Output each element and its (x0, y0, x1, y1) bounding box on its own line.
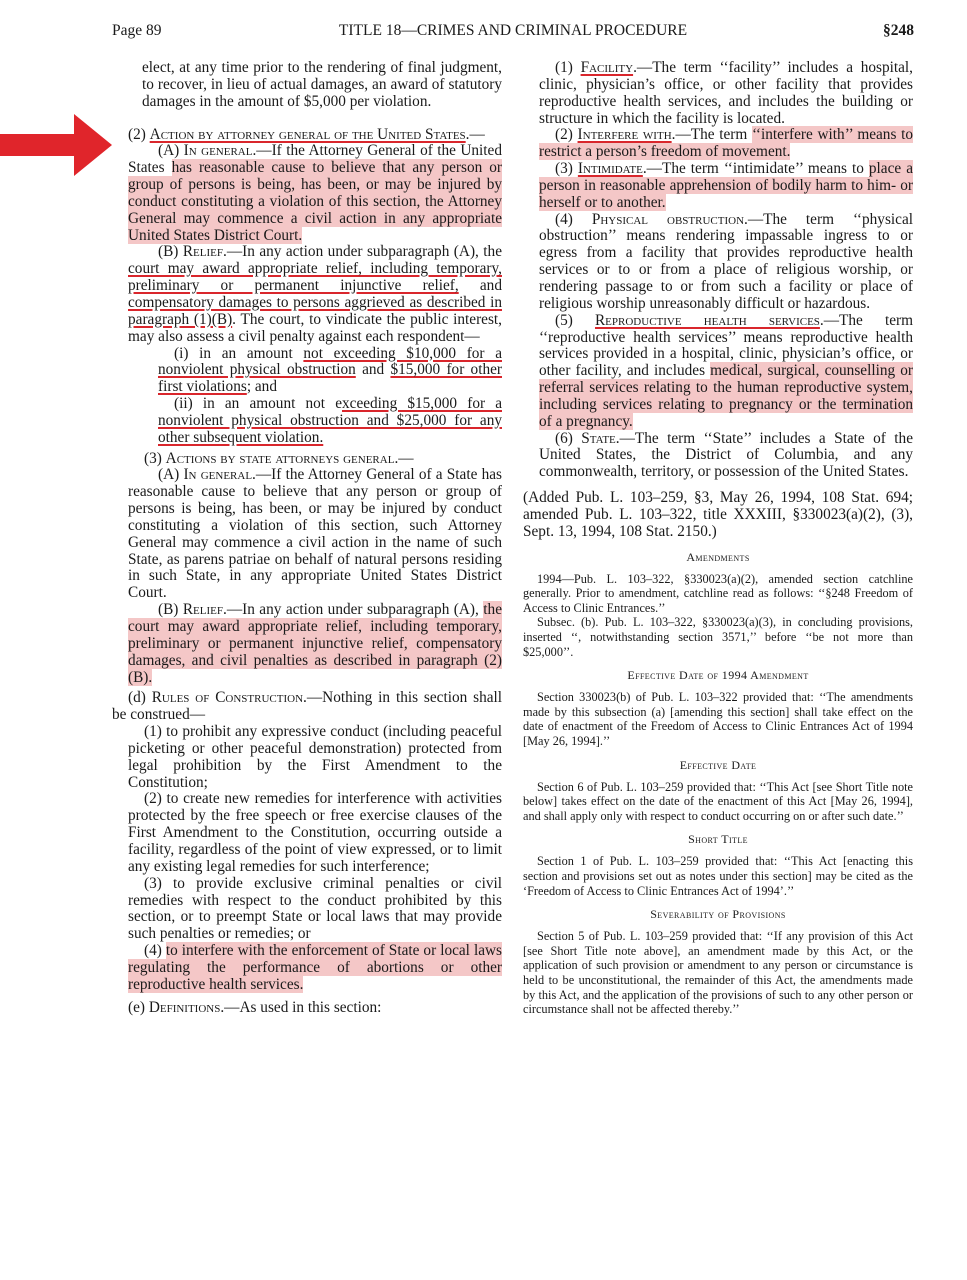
source-credit: (Added Pub. L. 103–259, §3, May 26, 1994, 108 Stat. 694; amended Pub. L. 103–322, title XXXIII, §330023(a)(2), (3), Sept. 13, 1994, 108 Stat. 2150.) (523, 489, 913, 540)
notes-section (523, 550, 913, 1017)
paragraph-d1: (1) to prohibit any expressive conduct (including peaceful picketing or other peaceful demonstration) protected from legal prohibition by the First Amendment to the Constitution; (128, 723, 502, 791)
highlight-intimidate: place a person in reasonable apprehension of bodily harm to him- or herself or to another. (539, 160, 913, 211)
notes-heading-effective-date: Effective Date (679, 757, 757, 772)
underline-clause-ii: xceeding $15,000 for a nonviolent physical obstruction and $25,000 for any other subsequent violation. (158, 395, 502, 446)
note-effective-date: Section 6 of Pub. L. 103–259 provided that: ‘‘This Act [see Short Title note below] takes effect on the date of the enactment of this Act [May 26, 1994], and shall apply only with respect to conduct occurring on or after such date.’’ (523, 779, 913, 823)
page-number: Page 89 (112, 22, 162, 39)
highlight-reproductive: medical, surgical, counselling or referral services relating to the human reproductive system, including services relating to pregnancy or the termination of a pregnancy. (539, 362, 913, 430)
paragraph-d2: (2) to create new remedies for interference with activities protected by the free speech or free exercise clauses of the First Amendment to the Constitution, occurring outside a facility, regardless of the point of view expressed, or to limit any existing legal remedies for such interference; (128, 790, 502, 875)
note-effective-1994: Section 330023(b) of Pub. L. 103–322 provided that: ‘‘The amendments made by this subsection (a) [amending this section] shall take effect on the date of enactment of the Freedom of Access to Clinic Entrances Act of 1994 [May 26, 1994].’’ (523, 690, 913, 748)
subsection-d: (d) Rules of Construction.—Nothing in this section shall be construed— (112, 689, 503, 724)
notes-heading-short-title: Short Title (688, 832, 748, 847)
section-number: §248 (883, 22, 914, 39)
definition-physical-obstruction: (4) Physical obstruction.—The term ‘‘physical obstruction’’ means rendering impassable ingress to or egress from a facility that provides reproductive health services or to or from a place of religious worship, or rendering passage to or from such a facility or place of religious worship unreasonably difficult or hazardous. (539, 210, 913, 312)
notes-heading-effective-1994: Effective Date of 1994 Amendment (627, 668, 809, 683)
paragraph-2-title: Action by attorney general of the United States (149, 125, 466, 143)
clause-ii: (ii) in an amount not exceeding $15,000 for a nonviolent physical obstruction and $25,000 for any other subsequent violation. (158, 395, 502, 446)
left-column (112, 60, 502, 1016)
right-column (523, 60, 913, 1017)
definition-reproductive-health-services: (5) Reproductive health services.—The term ‘‘reproductive health services’’ means reproductive health services provided in a hospital, clinic, physician’s office, or other facility, and includes medical, surgical, counselling or referral services relating to the human reproductive system, including services relating to pregnancy or the termination of a pregnancy. (539, 311, 913, 430)
paragraph-d3: (3) to provide exclusive criminal penalties or civil remedies with respect to the conduct prohibited by this section, or to preempt State or local laws that may provide such penalties or remedies; or (128, 874, 502, 943)
note-amendment-1994: 1994—Pub. L. 103–322, §330023(a)(2), amended section catchline generally. Prior to amendment, catchline read as follows: ‘‘§248 Freedom of Access to Clinic Entrances.’’ (523, 571, 913, 615)
underline-damages: compensatory damages to persons aggrieved as described in paragraph (1)(B) (128, 293, 502, 328)
notes-heading-severability: Severability of Provisions (650, 907, 786, 922)
subparagraph-3b: (B) Relief.—In any action under subparagraph (A), the court may award appropriate relief, including temporary, preliminary or permanent injunctive relief, compensatory damages, and civil penalties as described in paragraph (2)(B). (128, 601, 502, 686)
paragraph-d4: (4) to interfere with the enforcement of State or local laws regulating the performance of abortions or other reproductive health services. (128, 942, 502, 993)
definition-interfere-with: (2) Interfere with.—The term ‘‘interfere with’’ means to restrict a person’s freedom of movement. (539, 126, 913, 161)
clause-i: (i) in an amount not exceeding $10,000 for a nonviolent physical obstruction and $15,000 for other first violations; and (158, 344, 502, 396)
paragraph-2-heading: (2) Action by attorney general of the United States.— (128, 125, 485, 143)
subsection-e: (e) Definitions.—As used in this section: (128, 998, 382, 1016)
definition-state: (6) State.—The term ‘‘State’’ includes a State of the United States, the District of Columbia, and any commonwealth, territory, or possession of the United States. (539, 429, 913, 481)
page-title: TITLE 18—CRIMES AND CRIMINAL PROCEDURE (338, 22, 688, 39)
paragraph-statutory-damages: elect, at any time prior to the rendering of final judgment, to recover, in lieu of actual damages, an award of statutory damages in the amount of $5,000 per violation. (142, 59, 502, 110)
red-arrow-icon (0, 114, 112, 176)
definition-facility: (1) Facility.—The term ‘‘facility’’ includes a hospital, clinic, physician’s office, or other facility that provides reproductive health services, and includes the building or structure in which the facility is located. (539, 59, 913, 127)
underline-clause-i-2: $15,000 for other first violations (158, 361, 502, 396)
definition-intimidate: (3) Intimidate.—The term ‘‘intimidate’’ means to place a person in reasonable apprehension of bodily harm to him- or herself or to another. (539, 160, 913, 211)
note-amendment-subsec-b: Subsec. (b). Pub. L. 103–322, §330023(a)(3), in concluding provisions, inserted ‘‘, notwithstanding section 3571,’’ before ‘‘be not more than $25,000’’. (523, 615, 913, 659)
highlight-2a: has reasonable cause to believe that any person or group of persons is being, has been, or may be injured by conduct constituting a violation of this section, the Attorney General may commence a civil action in any appropriate United States District Court. (128, 159, 503, 244)
note-severability: Section 5 of Pub. L. 103–259 provided that: ‘‘If any provision of this Act [see Short Title note above], an amendment made by this Act, or the application of such provision or amendment to any person or circumstance is held to be unconstitutional, the remainder of this Act, the amendments made by this Act, and the application of the provisions of such to any other person or circumstance shall not be affected thereby.’’ (523, 929, 913, 1017)
highlight-interfere: ‘‘interfere with’’ means to restrict a person’s freedom of movement. (539, 126, 913, 161)
subparagraph-2b: (B) Relief.—In any action under subparagraph (A), the court may award appropriate relief, including temporary, preliminary or permanent injunctive relief, and compensatory damages to persons aggrieved as described in paragraph (1)(B). The court, to vindicate the public interest, may also assess a civil penalty against each respondent— (128, 243, 502, 345)
subparagraph-2a: (A) In general.—If the Attorney General of the United States has reasonable cause to believe that any person or group of persons is being, has been, or may be injured by conduct constituting a violation of this section, the Attorney General may commence a civil action in any appropriate United States District Court. (128, 142, 503, 244)
subparagraph-3a: (A) In general.—If the Attorney General of a State has reasonable cause to believe that any person or group of persons is being, has been, or may be injured by conduct constituting a violation of this section, such Attorney General may commence a civil action in the name of such State, as parens patriae on behalf of natural persons residing in such State, in any appropriate United States District Court. (128, 466, 502, 602)
underline-clause-i-1: not exceeding $10,000 for a nonviolent physical obstruction (158, 344, 502, 379)
page-header (112, 20, 914, 42)
highlight-d4: to interfere with the enforcement of State or local laws regulating the performance of abortions or other reproductive health services. (128, 942, 502, 993)
note-short-title: Section 1 of Pub. L. 103–259 provided that: ‘‘This Act [enacting this section and provisions set out as notes under this section] may be cited as the ‘Freedom of Access to Clinic Entrances Act of 1994’.’’ (523, 854, 913, 898)
notes-heading-amendments: Amendments (686, 549, 750, 564)
paragraph-3-heading: (3) Actions by state attorneys general.— (144, 449, 414, 467)
highlight-3b: the court may award appropriate relief, including temporary, preliminary or permanent injunctive relief, compensatory damages, and civil penalties as described in paragraph (2)(B). (128, 601, 502, 686)
underline-relief: court may award appropriate relief, including temporary, preliminary or permanent injunctive relief, (128, 260, 502, 295)
